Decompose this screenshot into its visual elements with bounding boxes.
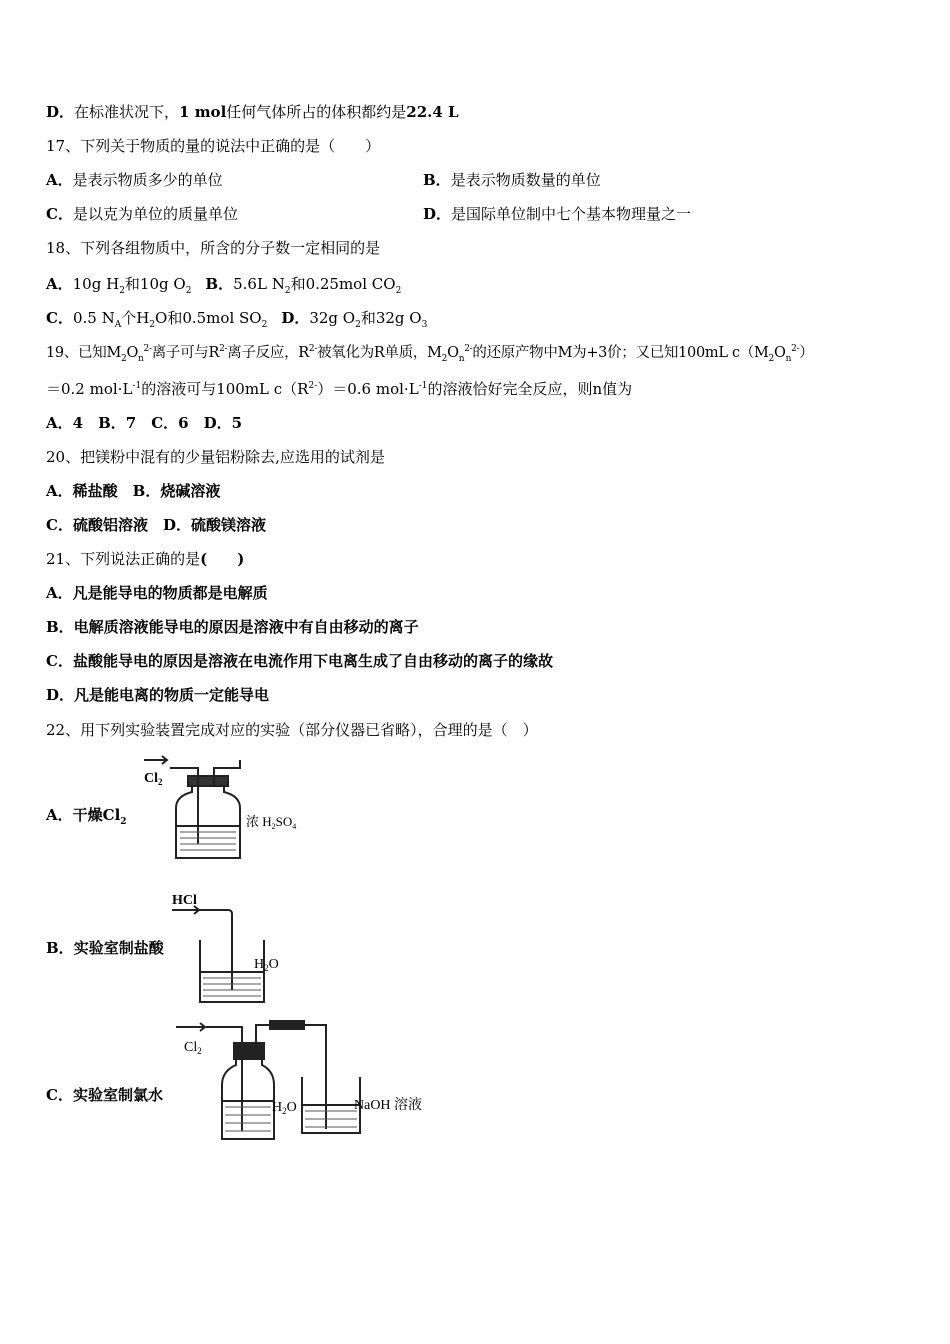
rubber-joint: [270, 1021, 304, 1029]
text: 21、下列说法正确的是: [46, 550, 201, 568]
text: 的溶液可与100mL c（R: [141, 380, 309, 398]
text: 离子可与R: [151, 345, 220, 361]
stopper: [188, 776, 228, 786]
subscript: 2: [441, 353, 448, 364]
label-text: Cl: [184, 1040, 198, 1055]
subscript: n: [785, 353, 792, 364]
label-subscript: 2: [264, 963, 269, 973]
superscript: 2-: [308, 344, 318, 355]
option-label: A．: [46, 806, 73, 824]
subscript: 2: [261, 320, 268, 330]
option-text: 是以克为单位的质量单位: [72, 205, 238, 223]
label-text: H: [254, 957, 265, 972]
subscript: 2: [395, 286, 402, 296]
label-text: O: [268, 957, 279, 972]
q20-options-ab: A．稀盐酸 B．烧碱溶液: [46, 482, 221, 500]
q21-option-d: D．凡是能电离的物质一定能导电: [46, 686, 270, 704]
figure-a-svg: [140, 752, 300, 864]
text: 个H: [121, 309, 150, 327]
superscript: 2-: [308, 381, 318, 391]
text: 的还原产物中M为+3价；又已知100mL c（M: [472, 345, 769, 361]
subscript: A: [114, 320, 122, 330]
figure-b-svg: [168, 890, 308, 1008]
option-label: D．: [281, 309, 310, 327]
text: ）＝0.6 mol·L: [317, 380, 419, 398]
superscript: -1: [418, 381, 428, 391]
option-label: A．: [46, 275, 73, 293]
liquid-hatch: [180, 832, 236, 850]
label-subscript: 2: [271, 822, 276, 831]
text: O: [447, 345, 459, 361]
text: 和32g O: [360, 309, 422, 327]
text: 任何气体所占的体积都约是: [226, 103, 407, 121]
text: 1 mol: [179, 103, 227, 121]
label-text: Cl: [144, 771, 158, 786]
text: 被氧化为R单质，M: [317, 345, 442, 361]
text: 19、已知M: [46, 345, 121, 361]
q18-options-cd: [46, 308, 427, 328]
q21-option-c: C．盐酸能导电的原因是溶液在电流作用下电离生成了自由移动的离子的缘故: [46, 652, 553, 670]
q17-option-b: [423, 170, 601, 190]
option-label: B．: [46, 939, 74, 957]
bottle: [176, 786, 240, 858]
subscript: n: [138, 353, 144, 364]
option-label: D．: [423, 205, 452, 223]
label-subscript: 2: [197, 1046, 202, 1056]
option-label: B．: [423, 171, 451, 189]
q19-options: A．4 B．7 C．6 D．5: [46, 414, 243, 432]
q17-stem: 17、下列关于物质的量的说法中正确的是（ ）: [46, 137, 381, 155]
superscript: 2-: [219, 344, 228, 355]
bottle: [222, 1059, 274, 1139]
text: 22.4 L: [406, 103, 459, 121]
q19-stem-line1: [46, 343, 813, 363]
gas-label: [184, 1040, 202, 1056]
label-subscript: 2: [282, 1106, 287, 1116]
text: 和0.25mol CO: [290, 275, 396, 293]
text: 和10g O: [124, 275, 186, 293]
subscript: 2: [120, 817, 127, 827]
label-subscript: 2: [158, 777, 163, 787]
option-text: 实验室制氯水: [72, 1086, 163, 1104]
superscript: 2-: [791, 344, 800, 355]
q18-stem: 18、下列各组物质中，所含的分子数一定相同的是: [46, 239, 381, 257]
text: 32g O: [309, 309, 356, 327]
option-label: B．: [205, 275, 234, 293]
q16-option-d: [46, 102, 459, 122]
gas-label: [144, 771, 163, 787]
subscript: 2: [121, 353, 127, 364]
option-label: D．: [46, 103, 75, 121]
figure-hcl-beaker: [168, 890, 308, 1008]
text: 的溶液恰好完全反应，则n值为: [427, 380, 633, 398]
option-text: 干燥Cl: [72, 806, 121, 824]
text: O: [773, 345, 786, 361]
subscript: 2: [284, 286, 291, 296]
water-label: [272, 1100, 297, 1116]
text: O: [126, 345, 139, 361]
q17-options-cd: [46, 204, 896, 224]
subscript: 2: [119, 286, 125, 296]
option-label: C．: [46, 1086, 73, 1104]
option-label: A．: [46, 171, 73, 189]
subscript: 3: [421, 320, 428, 330]
label-subscript: 4: [292, 822, 297, 831]
label-text: H: [272, 1100, 283, 1115]
subscript: 2: [355, 320, 361, 330]
option-label: C．: [46, 309, 73, 327]
q18-options-ab: [46, 274, 401, 294]
label-text: 浓 H: [246, 814, 272, 829]
subscript: n: [458, 353, 465, 364]
option-text: 是表示物质多少的单位: [72, 171, 223, 189]
figure-chlorine-water: [170, 1015, 442, 1145]
text: 0.5 N: [72, 309, 115, 327]
q21-option-b: B．电解质溶液能导电的原因是溶液中有自由移动的离子: [46, 618, 419, 636]
text: 5.6L N: [233, 275, 285, 293]
text: 在标准状况下，: [74, 103, 180, 121]
option-text: 是表示物质数量的单位: [450, 171, 601, 189]
text: 10g H: [72, 275, 120, 293]
q20-options-cd: C．硫酸铝溶液 D．硫酸镁溶液: [46, 516, 266, 534]
q22-option-b: [46, 938, 164, 958]
label-text: SO: [275, 814, 293, 829]
superscript: -1: [132, 381, 142, 391]
text: ＝0.2 mol·L: [46, 380, 133, 398]
option-label: C．: [46, 205, 73, 223]
q20-stem: 20、把镁粉中混有的少量铝粉除去,应选用的试剂是: [46, 448, 385, 466]
naoh-label: NaOH 溶液: [354, 1098, 423, 1113]
superscript: 2-: [143, 344, 152, 355]
gas-label: HCl: [172, 893, 197, 908]
subscript: 2: [149, 320, 156, 330]
superscript: 2-: [464, 344, 473, 355]
subscript: 2: [768, 353, 774, 364]
text: 离子反应，R: [227, 345, 309, 361]
text: ）: [799, 345, 814, 361]
text: ( ): [200, 550, 245, 568]
reagent-label: [246, 814, 296, 831]
figure-drying-bottle: [140, 752, 300, 864]
label-text: O: [286, 1100, 297, 1115]
q21-option-a: A．凡是能导电的物质都是电解质: [46, 584, 268, 602]
q22-option-c: [46, 1085, 163, 1105]
water-label: [254, 957, 279, 973]
stopper: [234, 1043, 264, 1059]
figure-c-svg: [170, 1015, 442, 1145]
option-text: 是国际单位制中七个基本物理量之一: [451, 205, 692, 223]
q21-stem: [46, 549, 244, 569]
q19-stem-line2: [46, 379, 632, 399]
q22-option-a: [46, 805, 127, 825]
subscript: 2: [185, 286, 192, 296]
q17-option-d: [423, 204, 691, 224]
text: O和0.5mol SO: [155, 309, 262, 327]
q17-options-ab: [46, 170, 896, 190]
q22-stem: 22、用下列实验装置完成对应的实验（部分仪器已省略），合理的是（ ）: [46, 721, 538, 739]
option-text: 实验室制盐酸: [73, 939, 164, 957]
